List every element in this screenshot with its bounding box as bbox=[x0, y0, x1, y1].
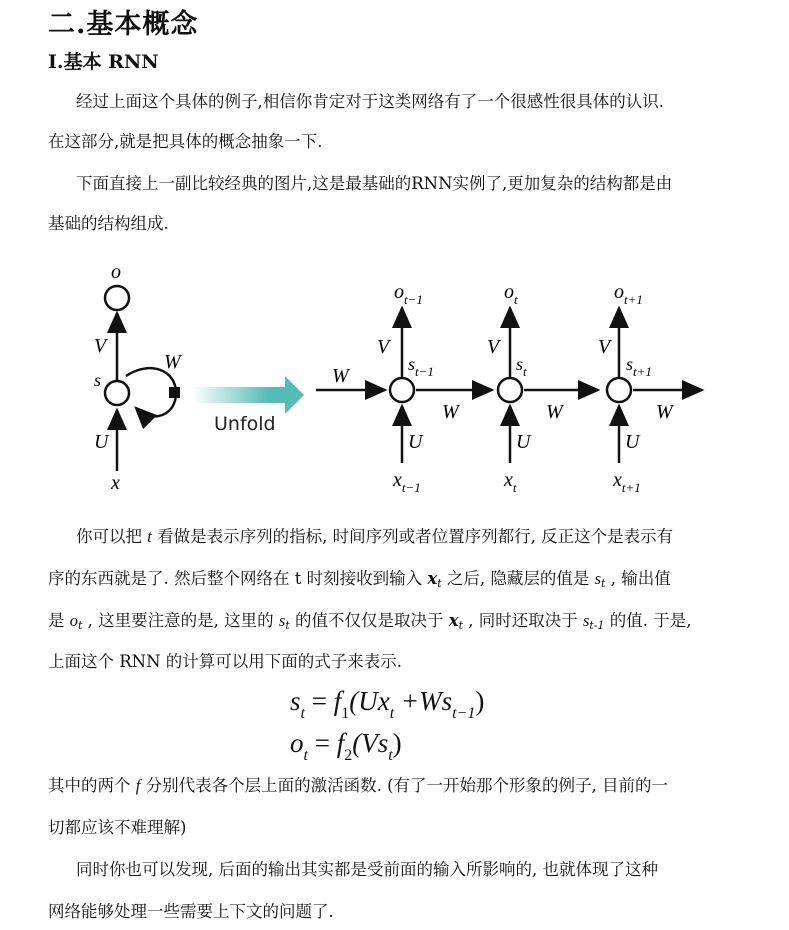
rnn-diagram bbox=[80, 258, 720, 503]
o-label-t: $o_t$ bbox=[504, 281, 518, 307]
unfolded-rnn bbox=[316, 281, 702, 495]
o-label-t-minus-1: $o_{t-1}$ bbox=[394, 281, 423, 307]
folded-o-label: o bbox=[111, 261, 121, 283]
para3-line3: 是 $o_t$ , 这里要注意的是, 这里的 $s_t$ 的值不仅仅是取决于 $x_t$ , 同时还取决于 $s_{t-1}$ 的值. 于是, bbox=[48, 611, 692, 632]
s-label-t-plus-1: $s_{t+1}$ bbox=[626, 354, 652, 379]
para2-line1: 下面直接上一副比较经典的图片,这是最基础的RNN实例了,更加复杂的结构都是由 bbox=[76, 174, 673, 193]
u-label-t-plus-1: U bbox=[625, 431, 640, 453]
o-label-t-plus-1: $o_{t+1}$ bbox=[614, 281, 643, 307]
unfold-label: Unfold bbox=[214, 413, 276, 435]
equation-state: $s_t = f_1(Ux_t +Ws_{t-1})$ bbox=[290, 686, 485, 722]
s-label-t-minus-1: $s_{t-1}$ bbox=[408, 354, 434, 379]
w-label-t: W bbox=[546, 401, 563, 423]
folded-output-node bbox=[105, 286, 129, 310]
v-label-t-plus-1: V bbox=[598, 336, 611, 358]
para4-line1: 其中的两个 f 分别代表各个层上面的激活函数. (有了一开始那个形象的例子, 目前的一 bbox=[48, 776, 669, 795]
x-label-t-minus-1: $x_{t-1}$ bbox=[393, 469, 421, 495]
s-label-t: $s_t$ bbox=[516, 354, 527, 379]
folded-u-label: U bbox=[94, 431, 109, 453]
u-label-t: U bbox=[516, 431, 531, 453]
para3-line2: 序的东西就是了. 然后整个网络在 t 时刻接收到输入 $x_t$ 之后, 隐藏层的值是 $s_t$ , 输出值 bbox=[48, 569, 671, 590]
para5-line1: 同时你也可以发现, 后面的输出其实都是受前面的输入所影响的, 也就体现了这种 bbox=[76, 860, 658, 879]
v-label-t: V bbox=[487, 336, 500, 358]
page-heading: 二.基本概念 bbox=[48, 9, 199, 40]
w-label-t-minus-1: W bbox=[442, 401, 459, 423]
folded-rnn bbox=[94, 261, 183, 494]
folded-w-label: W bbox=[164, 351, 181, 373]
folded-v-label: V bbox=[94, 335, 107, 357]
para2-line2: 基础的结构组成. bbox=[48, 214, 169, 233]
w-in-label: W bbox=[332, 365, 349, 387]
folded-delay-box bbox=[169, 387, 180, 398]
x-label-t: $x_t$ bbox=[504, 469, 517, 495]
v-label-t-minus-1: V bbox=[377, 336, 390, 358]
w-label-t-plus-1: W bbox=[656, 401, 673, 423]
unfold-arrow bbox=[192, 376, 304, 435]
step-t-plus-1 bbox=[598, 281, 702, 495]
para1-line2: 在这部分,就是把具体的概念抽象一下. bbox=[48, 132, 323, 151]
u-label-t-minus-1: U bbox=[408, 431, 423, 453]
section-heading: Ⅰ.基本 RNN bbox=[48, 51, 159, 73]
state-node-t-plus-1 bbox=[607, 378, 631, 402]
state-node-t-minus-1 bbox=[390, 378, 414, 402]
folded-state-node bbox=[105, 381, 129, 405]
para3-line1: 你可以把 t 看做是表示序列的指标, 时间序列或者位置序列都行, 反正这个是表示有 bbox=[76, 527, 674, 546]
folded-x-label: x bbox=[111, 472, 120, 494]
para3-line4: 上面这个 RNN 的计算可以用下面的式子来表示. bbox=[48, 652, 403, 671]
equation-output: $o_t = f_2(Vs_t)$ bbox=[290, 728, 402, 764]
x-label-t-plus-1: $x_{t+1}$ bbox=[613, 469, 641, 495]
para5-line2: 网络能够处理一些需要上下文的问题了. bbox=[48, 902, 334, 921]
para4-line2: 切都应该不难理解) bbox=[48, 818, 187, 837]
folded-s-label: s bbox=[94, 370, 102, 390]
state-node-t bbox=[498, 378, 522, 402]
step-t bbox=[487, 281, 598, 495]
step-t-minus-1 bbox=[377, 281, 492, 495]
para1-line1: 经过上面这个具体的例子,相信你肯定对于这类网络有了一个很感性很具体的认识. bbox=[76, 92, 664, 111]
